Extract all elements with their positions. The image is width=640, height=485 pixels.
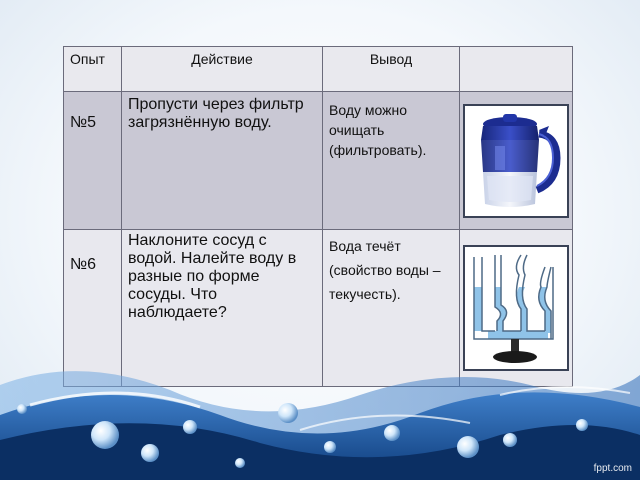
- experiment-number: №6: [64, 230, 122, 387]
- experiment-action: Пропусти через фильтр загрязнённую воду.: [122, 92, 323, 230]
- header-image: [460, 47, 573, 92]
- experiment-conclusion: Воду можно очищать (фильтровать).: [323, 92, 460, 230]
- watermark-text: fppt.com: [593, 463, 632, 474]
- header-conclusion: Вывод: [323, 47, 460, 92]
- table-header-row: [64, 47, 573, 92]
- experiment-conclusion: Вода течёт (свойство воды – текучесть).: [323, 230, 460, 387]
- header-experiment: Опыт: [64, 47, 122, 92]
- experiment-image-cell: [460, 92, 573, 230]
- table-row: [64, 92, 573, 230]
- experiment-number: №5: [64, 92, 122, 230]
- header-action: Действие: [122, 47, 323, 92]
- experiment-action: Наклоните сосуд с водой. Налейте воду в разные по форме сосуды. Что наблюдаете?: [122, 230, 323, 387]
- water-filter-jug-icon: [463, 104, 569, 218]
- water-wave-splash-icon: [0, 335, 640, 480]
